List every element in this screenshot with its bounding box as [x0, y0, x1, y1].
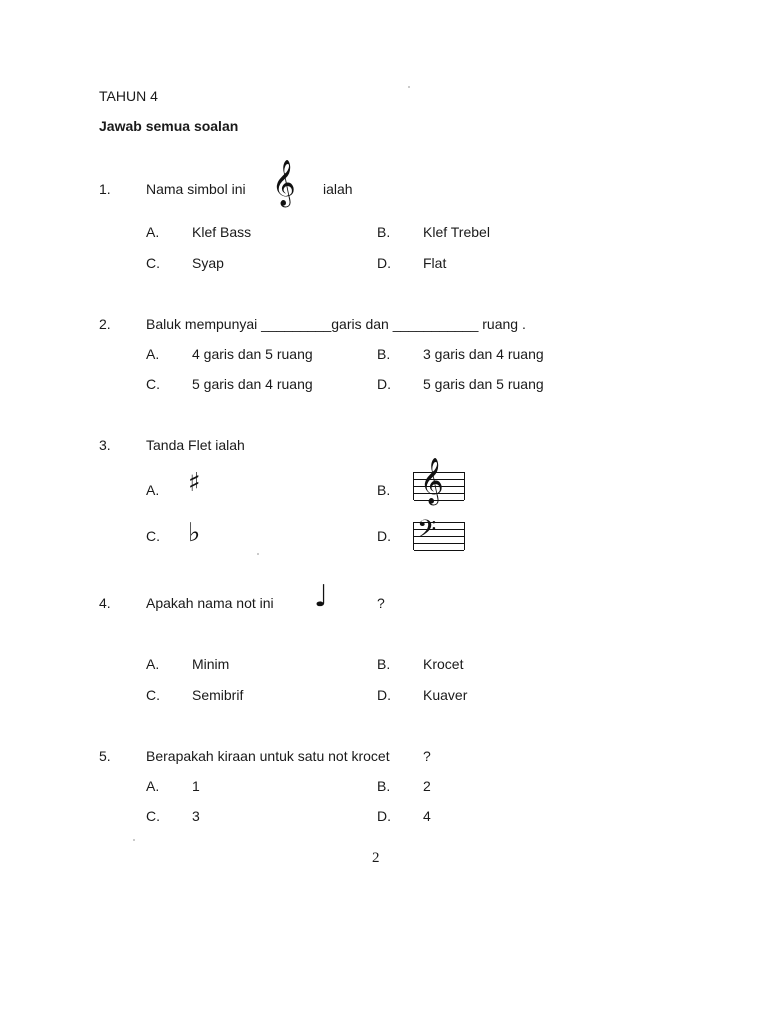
option-text: Klef Trebel — [423, 224, 490, 240]
option-letter: C. — [146, 528, 160, 544]
option-letter: A. — [146, 224, 160, 240]
option-letter: D. — [377, 528, 391, 544]
option-letter: C. — [146, 687, 160, 703]
bass-clef-staff-icon: 𝄢 — [413, 522, 465, 550]
option-letter: A. — [146, 346, 160, 362]
question-number: 5. — [99, 748, 111, 764]
option-letter: B. — [377, 346, 391, 362]
option-text: 4 garis dan 5 ruang — [192, 346, 313, 362]
sharp-icon: ♯ — [188, 468, 201, 498]
option-text: Klef Bass — [192, 224, 252, 240]
option-letter: C. — [146, 808, 160, 824]
option-text: 2 — [423, 778, 431, 794]
option-letter: A. — [146, 778, 160, 794]
page-number: 2 — [372, 850, 380, 866]
option-text: Syap — [192, 255, 224, 271]
option-letter: D. — [377, 687, 391, 703]
treble-clef-icon: 𝄞 — [272, 160, 296, 206]
option-text: Semibrif — [192, 687, 244, 703]
instruction-heading: Jawab semua soalan — [99, 118, 239, 134]
question-text: Berapakah kiraan untuk satu not krocet — [146, 748, 390, 764]
option-letter: C. — [146, 255, 160, 271]
question-number: 1. — [99, 181, 111, 197]
treble-clef-staff-icon: 𝄞 — [413, 472, 465, 500]
option-text: 5 garis dan 4 ruang — [192, 376, 313, 392]
question-text: Baluk mempunyai _________garis dan ___________ ruang . — [146, 316, 526, 332]
option-text: Flat — [423, 255, 447, 271]
option-letter: C. — [146, 376, 160, 392]
option-letter: B. — [377, 656, 391, 672]
question-text: Nama simbol ini — [146, 181, 246, 197]
option-text: 1 — [192, 778, 200, 794]
option-text: 5 garis dan 5 ruang — [423, 376, 544, 392]
year-heading: TAHUN 4 — [99, 88, 158, 104]
question-number: 3. — [99, 437, 111, 453]
option-letter: A. — [146, 656, 160, 672]
question-text: Tanda Flet ialah — [146, 437, 245, 453]
question-text-after: ialah — [323, 181, 353, 197]
flat-icon: ♭ — [188, 518, 201, 548]
option-text: Krocet — [423, 656, 464, 672]
option-text: 4 — [423, 808, 431, 824]
question-text-after: ? — [377, 595, 385, 611]
option-letter: D. — [377, 255, 391, 271]
option-letter: B. — [377, 778, 391, 794]
option-letter: D. — [377, 376, 391, 392]
question-number: 4. — [99, 595, 111, 611]
option-letter: D. — [377, 808, 391, 824]
option-letter: B. — [377, 224, 391, 240]
scan-speck — [408, 86, 410, 88]
crotchet-note-icon: ♩ — [314, 579, 329, 614]
scan-speck — [257, 553, 259, 555]
option-letter: A. — [146, 482, 160, 498]
question-text: Apakah nama not ini — [146, 595, 274, 611]
option-letter: B. — [377, 482, 391, 498]
option-text: Kuaver — [423, 687, 468, 703]
option-text: 3 garis dan 4 ruang — [423, 346, 544, 362]
question-text-after: ? — [423, 748, 431, 764]
question-number: 2. — [99, 316, 111, 332]
scan-speck — [133, 839, 135, 841]
option-text: 3 — [192, 808, 200, 824]
option-text: Minim — [192, 656, 230, 672]
